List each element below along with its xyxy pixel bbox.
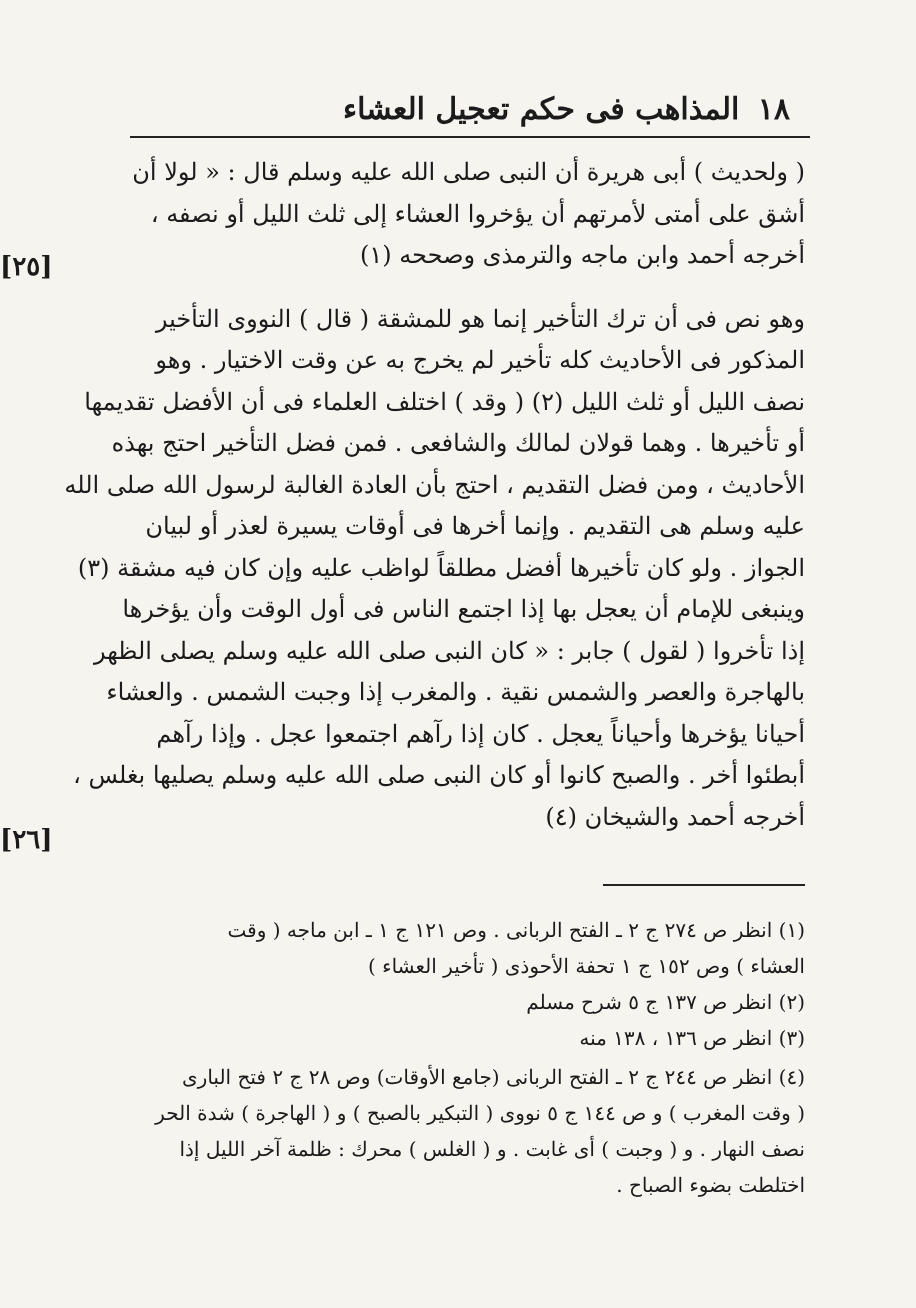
text-line: وينبغى للإمام أن يعجل بها إذا اجتمع الناس فى أول الوقت وأن يؤخرها (122, 595, 805, 623)
text-line: عليه وسلم هى التقديم . وإنما أخرها فى أوقات يسيرة لعذر أو لبيان (145, 512, 805, 540)
text-line: أشق على أمتى لأمرتهم أن يؤخروا العشاء إلى ثلث الليل أو نصفه ، (150, 199, 805, 228)
running-title: المذاهب فى حكم تعجيل العشاء (343, 91, 740, 127)
text-line: المذكور فى الأحاديث كله تأخير لم يخرج به عن وقت الاختيار . وهو (155, 346, 805, 374)
text-line: أحيانا يؤخرها وأحياناً يعجل . كان إذا رآهم اجتمعوا عجل . وإذا رآهم (156, 719, 805, 748)
text-line: بالهاجرة والعصر والشمس نقية . والمغرب إذا وجبت الشمس . والعشاء (106, 678, 805, 706)
text-line: أبطئوا أخر . والصبح كانوا أو كان النبى صلى الله عليه وسلم يصليها بغلس ، (73, 761, 805, 789)
text-line: نصف الليل أو ثلث الليل (٢) ( وقد ) اختلف العلماء فى أن الأفضل تقديمها (84, 387, 805, 416)
footnote-line: ( وقت المغرب ) و ص ١٤٤ ج ٥ نووى ( التبكير بالصبح ) و ( الهاجرة ) شدة الحر (155, 1101, 805, 1125)
hadith-ref-26: [٢٦] (0, 825, 53, 855)
footnote-line: العشاء ) وص ١٥٢ ج ١ تحفة الأحوذى ( تأخير العشاء ) (368, 954, 805, 978)
footnotes (155, 912, 805, 1203)
footnote-line: نصف النهار . و ( وجبت ) أى غابت . و ( الغلس ) محرك : ظلمة آخر الليل إذا (179, 1137, 805, 1161)
text-line: الجواز . ولو كان تأخيرها أفضل مطلقاً لواظب عليه وإن كان فيه مشقة (٣) (77, 553, 805, 582)
footnote-line: اختلطت بضوء الصباح . (616, 1173, 805, 1197)
header-divider (130, 136, 810, 138)
main-text (64, 152, 805, 838)
text-line: ( ولحديث ) أبى هريرة أن النبى صلى الله عليه وسلم قال : « لولا أن (132, 158, 805, 186)
text-line: الأحاديث ، ومن فضل التقديم ، احتج بأن العادة الغالبة لرسول الله صلى الله (64, 470, 805, 499)
footnote-line: (٢) انظر ص ١٣٧ ج ٥ شرح مسلم (526, 990, 805, 1014)
footnote-line: (١) انظر ص ٢٧٤ ج ٢ ـ الفتح الربانى . وص ١٢١ ج ١ ـ ابن ماجه ( وقت (227, 918, 805, 942)
footnote-line: (٣) انظر ص ١٣٦ ، ١٣٨ منه (579, 1026, 805, 1050)
text-line: أخرجه أحمد والشيخان (٤) (545, 802, 805, 831)
text-line: أخرجه أحمد وابن ماجه والترمذى وصححه (١) (359, 241, 805, 269)
text-line: وهو نص فى أن ترك التأخير إنما هو للمشقة ( قال ) النووى التأخير (155, 304, 805, 333)
footnote-line: (٤) انظر ص ٢٤٤ ج ٢ ـ الفتح الربانى (جامع الأوقات) وص ٢٨ ج ٢ فتح البارى (182, 1065, 805, 1089)
page-number: ١٨ (757, 91, 790, 127)
page-header (168, 86, 790, 132)
footnote-divider (603, 884, 805, 886)
hadith-ref-25: [٢٥] (0, 252, 53, 282)
text-line: أو تأخيرها . وهما قولان لمالك والشافعى . فمن فضل التأخير احتج بهذه (111, 429, 805, 457)
text-line: إذا تأخروا ( لقول ) جابر : « كان النبى صلى الله عليه وسلم يصلى الظهر (94, 636, 805, 665)
